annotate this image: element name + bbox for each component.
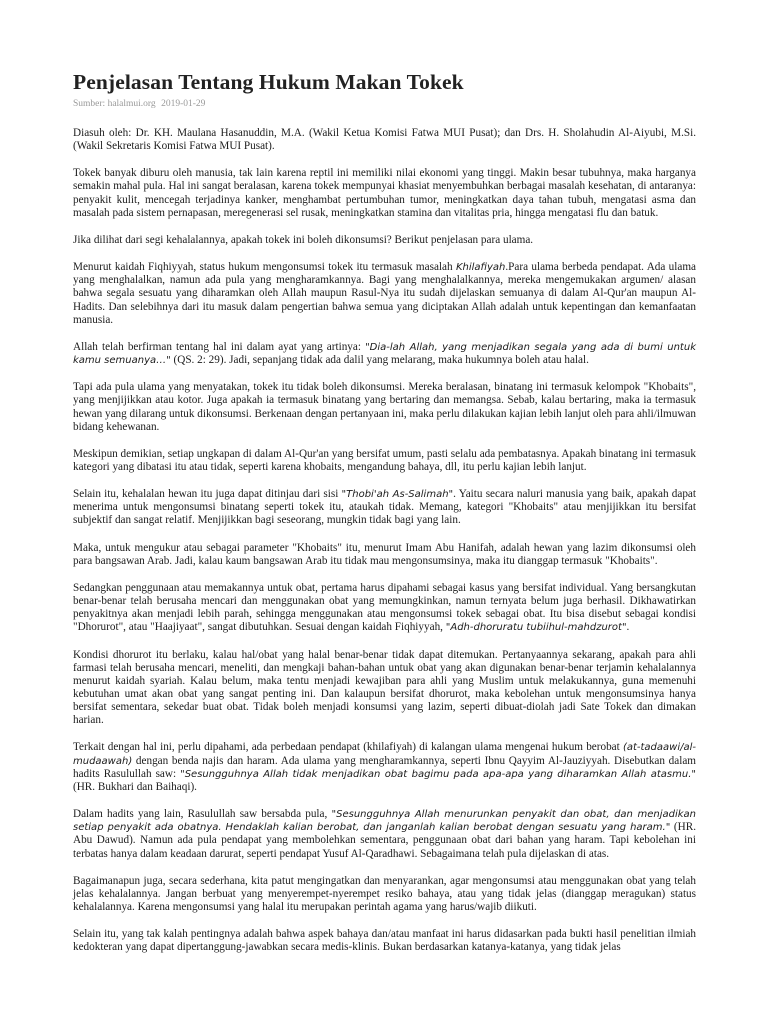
text-run: Tokek banyak diburu oleh manusia, tak lain karena reptil ini memiliki nilai ekonomi yang tinggi. Makin besar tubuhnya, maka harganya semakin mahal pula. Hal ini sangat beralasan, karena tokek mempunyai khasiat menyembuhkan berbagai masalah kesehatan, di antaranya: penyakit kulit, mencegah terjadinya kanker, menghambat pertumbuhan tumor, meningkatkan daya tahan tubuh, mengatasi asma dan masalah pada sistem pernapasan, meregenerasi sel rusak, meningkatkan stamina dan vitalitas pria, hingga mengatasi flu dan batuk. (73, 167, 696, 219)
text-run: Diasuh oleh: Dr. KH. Maulana Hasanuddin, M.A. (Wakil Ketua Komisi Fatwa MUI Pusat); dan Drs. H. Sholahudin Al-Aiyubi, M.Si. (Wakil Sekretaris Komisi Fatwa MUI Pusat). (73, 127, 696, 153)
text-run: Selain itu, yang tak kalah pentingnya adalah bahwa aspek bahaya dan/atau manfaat ini harus didasarkan pada bukti hasil penelitian ilmiah kedokteran yang dapat dipertanggung-jawabkan secara medis-klinis. Bukan berdasarkan katanya-katanya, yang tidak jelas (73, 928, 696, 954)
article-body (73, 127, 696, 955)
text-run: Terkait dengan hal ini, perlu dipahami, ada perbedaan pendapat (khilafiyah) di kalangan ulama mengenai hukum berobat (73, 741, 623, 754)
text-run: (HR. Abu Dawud). Namun ada pula pendapat yang membolehkan sementara, penggunaan obat dari bahan yang haram. Tapi kebolehan ini terbatas hanya dalam keadaan darurat, seperti pendapat Yusuf Al-Qaradhawi. Sebagaimana telah pula dijelaskan di atas. (73, 821, 696, 860)
paragraph (73, 649, 696, 728)
paragraph (73, 542, 696, 568)
text-run: Kondisi dhorurot itu berlaku, kalau hal/obat yang halal benar-benar tidak dapat ditemukan. Pertanyaannya sekarang, apakah para ahli farmasi telah berusaha mencari, meneliti, dan mengkaji bahan-bahan untuk obat yang akan digunakan benar-benar terjamin kehalalannya menurut kaidah syariah. Kalau belum, maka tentu menjadi kewajiban para ahli yang Muslim untuk melakukannya, guna memenuhi kebutuhan umat akan obat yang sangat penting ini. Dan kalaupun bersifat dhorurot, maka kebolehan untuk mengonsumsinya hanya bersifat sementara, sekedar buat obat. Tidak boleh menjadi konsumsi yang lazim, seperti dibuat-diolah jadi Sate Tokek dan dimakan harian. (73, 648, 696, 727)
paragraph (73, 341, 696, 367)
quoted-text: (at-tadaawi/al-mudaawah) (73, 742, 696, 767)
paragraph (73, 167, 696, 220)
paragraph (73, 488, 696, 527)
article-title: Penjelasan Tentang Hukum Makan Tokek (73, 70, 464, 94)
text-run: Tapi ada pula ulama yang menyatakan, tokek itu tidak boleh dikonsumsi. Mereka beralasan, binatang ini termasuk kelompok "Khobaits", yang menjijikkan atau kotor. Juga apakah ia termasuk binatang yang bertaring dan memangsa. Sebab, kalau bertaring, maka ia termasuk hewan yang dilarang untuk dikonsumsi. Berkenaan dengan pertanyaan ini, maka perlu dilakukan kajian lebih lanjut oleh para ahli/ilmuwan bidang kehewanan. (73, 381, 696, 433)
article-meta (73, 98, 696, 110)
text-run: Jika dilihat dari segi kehalalannya, apakah tokek ini boleh dikonsumsi? Berikut penjelasan para ulama. (73, 233, 534, 246)
text-run: Menurut kaidah Fiqhiyyah, status hukum mengonsumsi tokek itu termasuk masalah (73, 261, 456, 274)
text-run: Meskipun demikian, setiap ungkapan di dalam Al-Qur'an yang bersifat umum, pasti selalu ada pembatasnya. Apakah binatang ini termasuk kategori yang dibatasi itu atau tidak, seperti karena khobaits, mengandung bahaya, dll, itu perlu kajian lebih lanjut. (73, 447, 696, 473)
quoted-text: "Thobi'ah As-Salimah" (341, 489, 454, 501)
paragraph (73, 875, 696, 914)
text-run: Bagaimanapun juga, secara sederhana, kita patut mengingatkan dan menyarankan, agar mengonsumsi atau menggunakan obat yang telah jelas kehalalannya. Jangan berbuat yang menyerempet-nyerempet resiko bahaya, atau yang tidak jelas (dianggap meragukan) status kehalalannya. Karena mengonsumsi yang halal itu merupakan perintah agama yang harus/wajib diikuti. (73, 874, 696, 914)
article-source: Sumber: halalmui.org (73, 99, 156, 109)
paragraph (73, 448, 696, 474)
paragraph (73, 928, 696, 954)
text-run: Maka, untuk mengukur atau sebagai parameter "Khobaits" itu, menurut Imam Abu Hanifah, adalah hewan yang lazim dikonsumsi oleh para bangsawan Arab. Jadi, kalau kaum bangsawan Arab itu tidak mau mengonsumsinya, maka itu dianggap termasuk "Khobaits". (73, 541, 696, 567)
text-run: Selain itu, kehalalan hewan itu juga dapat ditinjau dari sisi (73, 488, 342, 501)
quoted-text: "Dia-lah Allah, yang menjadikan segala yang ada di bumi untuk kamu semuanya…" (73, 341, 696, 367)
quoted-text: "Sesungguhnya Allah menurunkan penyakit dan obat, dan menjadikan setiap penyakit ada obatnya. Hendaklah kalian berobat, dan janganlah kalian berobat dengan sesuatu yang haram." (73, 809, 696, 834)
paragraph (73, 381, 696, 434)
paragraph (73, 234, 696, 247)
text-run: Dalam hadits yang lain, Rasulullah saw bersabda pula, (73, 808, 332, 821)
text-run: . (626, 621, 630, 634)
paragraph (73, 808, 696, 861)
text-run: Sedangkan penggunaan atau memakannya untuk obat, pertama harus dipahami sebagai kasus yang bersifat individual. Yang bersangkutan benar-benar telah berusaha mencari dan menggunakan obat yang memungkinkan, namun ternyata belum juga berhasil. Dikhawatirkan penyakitnya akan menjadi lebih parah, sehingga menggunakan atau mengonsumsi tokek sebagai obat. Itu bisa disebut sebagai kondisi "Dhorurot", atau "Haajiyaat", sangat dibutuhkan. Sesuai dengan kaidah Fiqhiyyah, (73, 581, 696, 634)
paragraph (73, 741, 696, 794)
quoted-text: Khilafiyah (455, 262, 506, 274)
text-run: Allah telah berfirman tentang hal ini dalam ayat yang artinya: (73, 340, 366, 353)
paragraph (73, 127, 696, 153)
text-run: . Yaitu secara naluri manusia yang baik, apakah dapat menerima untuk mengonsumsi binatang seperti tokek itu, ataukah tidak. Memang, kategori "Khobaits" atau menjijikkan itu bersifat subjektif dan sangat relatif. Menjijikkan bagi seseorang, mungkin tidak bagi yang lain. (73, 488, 696, 527)
paragraph (73, 582, 696, 635)
quoted-text: "Sesungguhnya Allah tidak menjadikan obat bagimu pada apa-apa yang diharamkan Allah atasmu." (180, 768, 697, 780)
quoted-text: "Adh-dhoruratu tubiihul-mahdzurot" (445, 622, 627, 634)
text-run: (QS. 2: 29). Jadi, sepanjang tidak ada dalil yang melarang, maka hukumnya boleh atau halal. (170, 354, 589, 367)
article-date: 2019-01-29 (161, 99, 206, 109)
text-run: dengan benda najis dan haram. Ada ulama yang mengharamkannya, seperti Ibnu Qayyim Al-Jauziyyah. Disebutkan dalam hadits Rasulullah saw: (73, 754, 696, 780)
text-run: .Para ulama berbeda pendapat. Ada ulama yang menghalalkan, namun ada pula yang mengharamkannya. Bagi yang menghalalkannya, mereka mengemukakan argumen/ alasan bahwa segala sesuatu yang diharamkan oleh Allah maupun Rasul-Nya itu sudah dijelaskan semuanya di dalam Al-Qur'an maupun Al-Hadits. Dan selebihnya dari itu masuk dalam pengertian bahwa semua yang diciptakan Allah adalah untuk kepentingan dan kemanfaatan manusia. (73, 261, 697, 326)
paragraph (73, 261, 696, 327)
text-run: (HR. Bukhari dan Baihaqi). (73, 780, 197, 793)
